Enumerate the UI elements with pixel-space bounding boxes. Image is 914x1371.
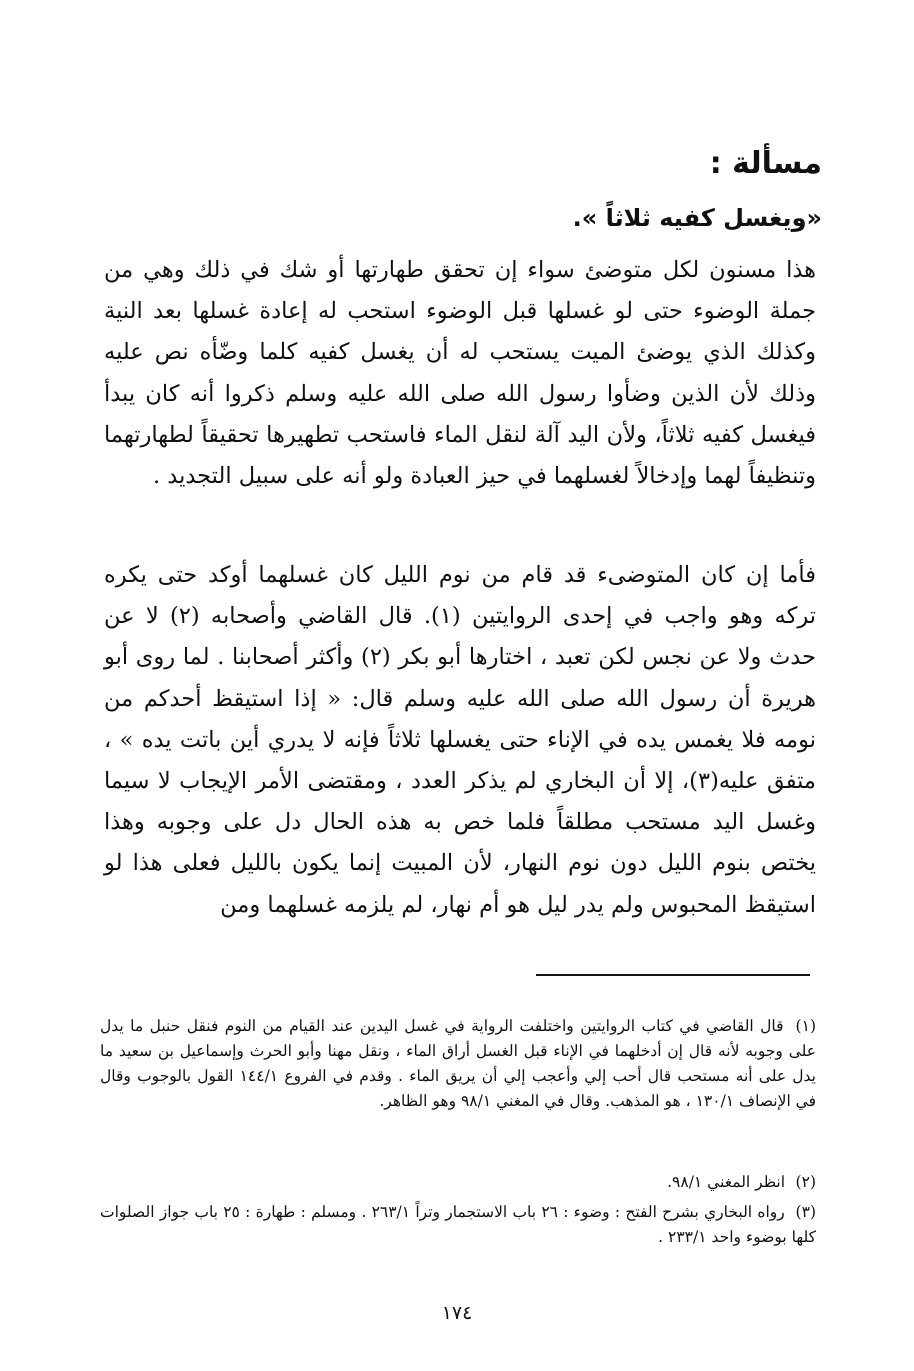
footnote-separator (536, 974, 810, 976)
footnote-1-marker: (١) (795, 1017, 816, 1035)
footnote-2-text: انظر المغني ٩٨/١. (667, 1173, 786, 1191)
page-number: ١٧٤ (441, 1302, 473, 1324)
footnote-3-text: رواه البخاري بشرح الفتح : وضوء : ٢٦ باب الاستجمار وتراً ٢٦٣/١ . ومسلم : طهارة : ٢٥ باب جواز الصلوات كلها بوضوء واحد ٢٣٣/١ . (100, 1203, 816, 1246)
footnote-3-marker: (٣) (795, 1203, 816, 1221)
footnote-3 (100, 1200, 816, 1250)
footnote-2 (100, 1170, 816, 1195)
section-heading: مسألة : (709, 146, 822, 181)
paragraph-2: فأما إن كان المتوضىء قد قام من نوم الليل كان غسلهما أوكد حتى يكره تركه وهو واجب في إحدى الروايتين (١). قال القاضي وأصحابه (٢) لا عن حدث ولا عن نجس لكن تعبد ، اختارها أبو بكر (٢) وأكثر أصحابنا . لما روى أبو هريرة أن رسول الله صلى الله عليه وسلم قال: « إذا استيقظ أحدكم من نومه فلا يغمس يده في الإناء حتى يغسلها ثلاثاً فإنه لا يدري أين باتت يده » ، متفق عليه(٣)، إلا أن البخاري لم يذكر العدد ، ومقتضى الأمر الإيجاب لا سيما وغسل اليد مستحب مطلقاً فلما خص به هذه الحال دل على وجوبه وهذا يختص بنوم الليل دون نوم النهار، لأن المبيت إنما يكون بالليل فعلى هذا لو استيقظ المحبوس ولم يدر ليل هو أم نهار، لم يلزمه غسلهما ومن (104, 562, 817, 918)
footnote-1-text: قال القاضي في كتاب الروايتين واختلفت الرواية في غسل اليدين عند القيام من النوم فنقل حنبل ما يدل على وجوبه لأنه قال إن أدخلهما في الإناء قبل الغسل أراق الماء ، ونقل مهنا وأبو الحرث وإسماعيل بن سعيد ما يدل على أنه مستحب قال أحب إلي وأعجب إلي أن يريق الماء . وقدم في الفروع ١٤٤/١ القول بالوجوب وقال في الإنصاف ١٣٠/١ ، هو المذهب. وقال في المغني ٩٨/١ وهو الظاهر. (100, 1017, 816, 1110)
quoted-text: «ويغسل كفيه ثلاثاً ». (572, 204, 822, 232)
footnote-1 (100, 1014, 816, 1114)
footnote-2-marker: (٢) (795, 1173, 816, 1191)
paragraph-1: هذا مسنون لكل متوضئ سواء إن تحقق طهارتها أو شك في ذلك وهي من جملة الوضوء حتى لو غسلها قبل الوضوء استحب له إعادة غسلها بعد النية وكذلك الذي يوضئ الميت يستحب له أن يغسل كفيه كلما وضّأه نص عليه وذلك لأن الذين وضأوا رسول الله صلى الله عليه وسلم ذكروا أنه كان يبدأ فيغسل كفيه ثلاثاً، ولأن اليد آلة لنقل الماء فاستحب تطهيرها تحقيقاً لطهارتهما وتنظيفاً لهما وإدخالاً لغسلهما في حيز العبادة ولو أنه على سبيل التجديد . (104, 257, 816, 490)
